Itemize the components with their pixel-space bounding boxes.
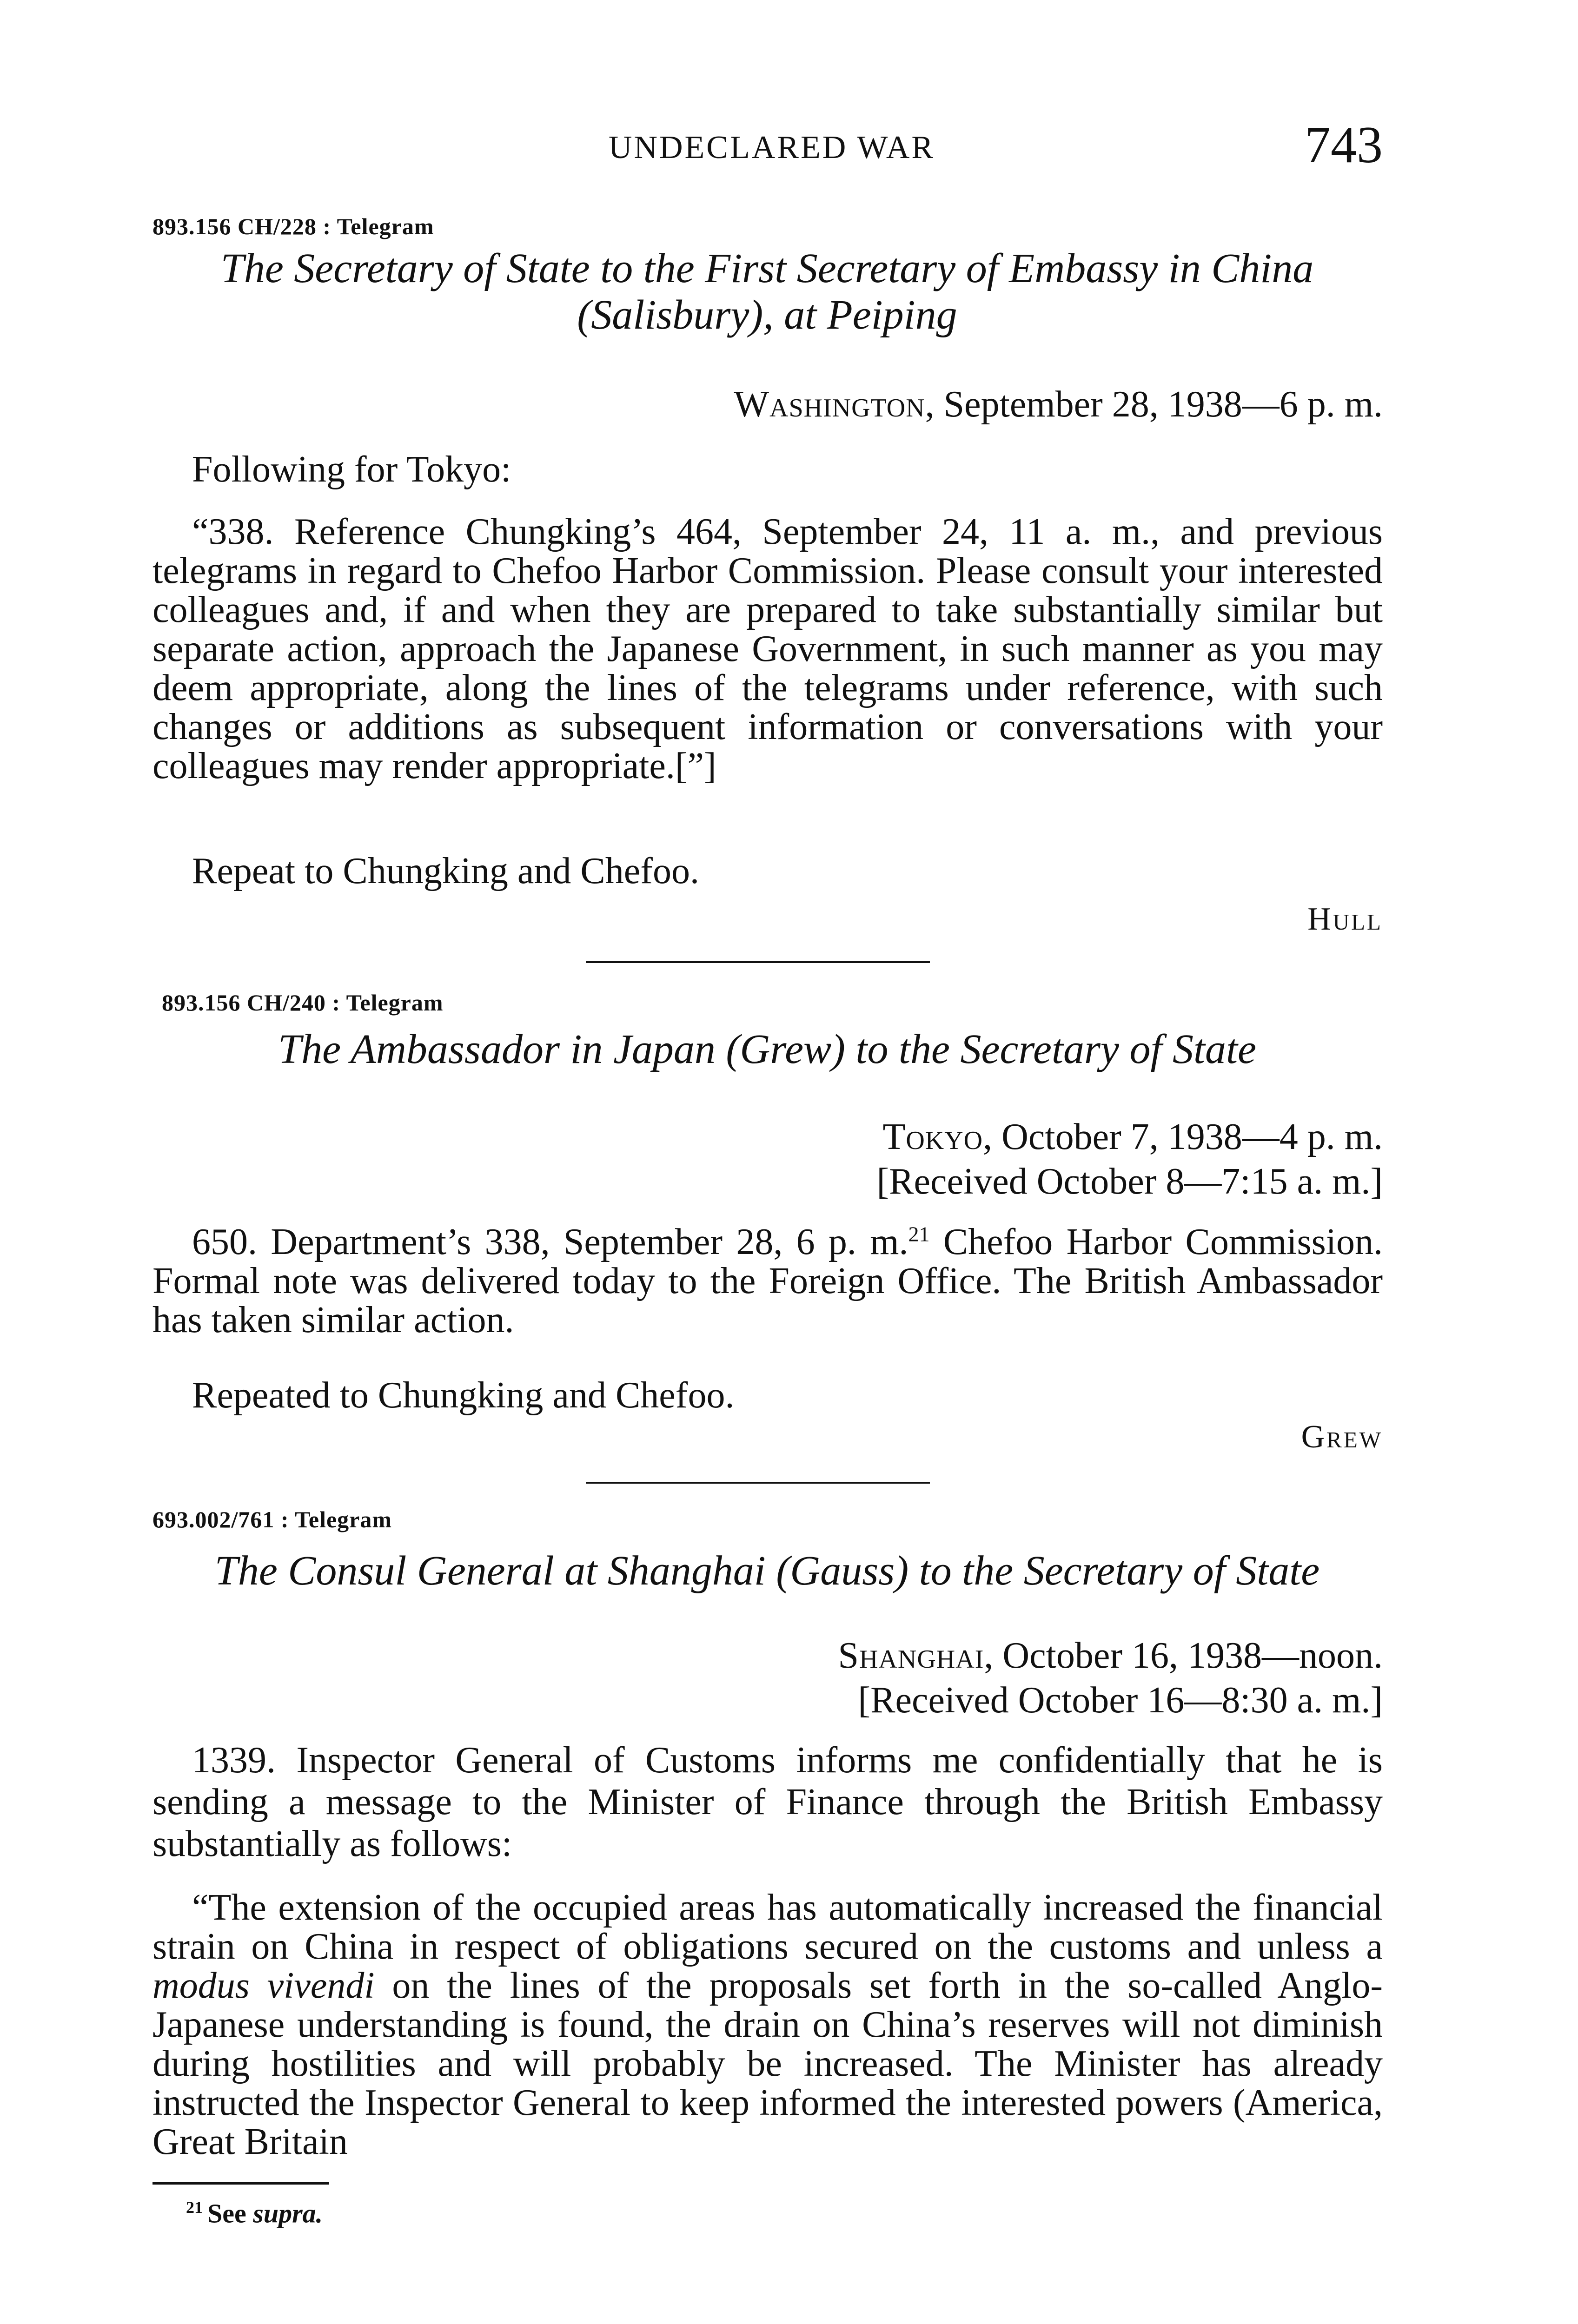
doc2-dateline-line1 (267, 1115, 1383, 1159)
doc1-place: Washington (734, 384, 925, 425)
doc3-body-2 (152, 1888, 1383, 2161)
doc1-file-ref: 893.156 CH/228 : Telegram (152, 213, 434, 239)
doc2-received: [Received October 8—7:15 a. m.] (876, 1161, 1383, 1202)
doc2-signature: Grew (1301, 1419, 1383, 1455)
doc2-closing: Repeated to Chungking and Chefoo. (192, 1375, 735, 1416)
footnote-text: See (207, 2198, 253, 2229)
doc2-footnote-ref: 21 (908, 1222, 930, 1246)
footnote (186, 2198, 323, 2229)
doc1-closing: Repeat to Chungking and Chefoo. (192, 851, 699, 891)
doc3-modus-vivendi: modus vivendi (152, 1965, 375, 2006)
doc3-file-ref: 693.002/761 : Telegram (152, 1506, 392, 1532)
doc3-place: Shanghai (838, 1635, 984, 1676)
doc3-dateline-line1 (267, 1633, 1383, 1678)
doc3-body-2-rest: on the lines of the proposals set forth in the so-called Anglo-Japanese understanding is found, the drain on China’s reserves will not diminish during hostilities and will probably be increased. The Minister has already instructed the Inspector General to keep informed the interested powers (America, Great Britain (152, 1965, 1383, 2162)
doc1-title-line2: (Salisbury), at Peiping (577, 292, 957, 338)
doc3-body-1: 1339. Inspector General of Customs informs me confidentially that he is sending a message to the Minister of Finance through the British Embassy substantially as follows: (152, 1740, 1383, 1864)
doc1-date: , September 28, 1938—6 p. m. (925, 384, 1383, 425)
page-number: 743 (1305, 116, 1383, 174)
doc1-body: “338. Reference Chungking’s 464, September 24, 11 a. m., and previous telegrams in regard to Chefoo Harbor Commission. Please consult your interested colleagues and, if and when they are prepared to take substantially similar but separate action, approach the Japanese Government, in such manner as you may deem appropriate, along the lines of the telegrams under reference, with such changes or additions as subsequent information or conversations with your colleagues may render appropriate.[”] (152, 511, 1383, 786)
doc2-body-rest: Chefoo Harbor Commission. Formal note was delivered today to the Foreign Office. The British Ambassador has taken similar action. (152, 1221, 1383, 1340)
doc2-date: , October 7, 1938—4 p. m. (983, 1116, 1383, 1157)
doc1-title-line1: The Secretary of State to the First Secretary of Embassy in China (220, 245, 1314, 291)
doc2-body (152, 1222, 1383, 1340)
footnote-marker: 21 (186, 2198, 203, 2217)
running-head (558, 129, 986, 166)
doc1-signature: Hull (1307, 901, 1383, 937)
doc2-file-ref: 893.156 CH/240 : Telegram (162, 990, 444, 1016)
doc2-body-start: 650. Department’s 338, September 28, 6 p. m. (192, 1221, 908, 1262)
footnote-italic: supra. (253, 2198, 323, 2229)
doc1-intro: Following for Tokyo: (192, 449, 511, 490)
doc2-place: Tokyo (882, 1116, 983, 1157)
doc3-body-2-start: “The extension of the occupied areas has automatically increased the financial strain on China in respect of obligations secured on the customs and unless a (152, 1887, 1383, 1967)
doc1-title (149, 245, 1386, 338)
doc3-dateline (267, 1633, 1383, 1723)
footnote-rule (152, 2182, 329, 2185)
section-divider-2 (586, 1482, 930, 1484)
doc3-title: The Consul General at Shanghai (Gauss) to the Secretary of State (214, 1548, 1320, 1594)
doc2-dateline (267, 1115, 1383, 1204)
section-divider-1 (586, 961, 930, 963)
doc3-date: , October 16, 1938—noon. (984, 1635, 1383, 1676)
running-head-text: UNDECLARED WAR (608, 130, 935, 165)
doc3-received: [Received October 16—8:30 a. m.] (858, 1680, 1383, 1721)
doc1-dateline (267, 382, 1383, 427)
doc2-title: The Ambassador in Japan (Grew) to the Secretary of State (278, 1026, 1256, 1072)
